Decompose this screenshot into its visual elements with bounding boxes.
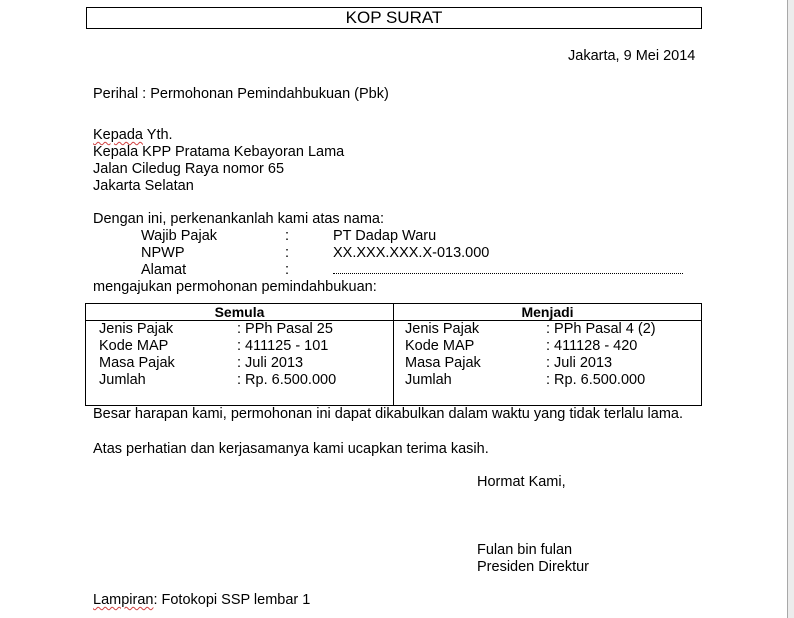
- table-column-rule: [393, 304, 394, 405]
- semula-value: : Rp. 6.500.000: [237, 372, 337, 388]
- menjadi-label: Jumlah: [405, 372, 452, 388]
- attachment-line: [93, 592, 310, 609]
- alamat-blank-line: [333, 273, 683, 274]
- letter-date: Jakarta, 9 Mei 2014: [568, 48, 696, 64]
- subject-line: Perihal : Permohonan Pemindahbukuan (Pbk): [93, 86, 389, 102]
- signature-salutation: Hormat Kami,: [477, 474, 566, 490]
- field-separator: :: [285, 262, 290, 278]
- menjadi-label: Kode MAP: [405, 338, 475, 354]
- thanks-paragraph: Atas perhatian dan kerjasamanya kami ucapkan terima kasih.: [93, 441, 489, 457]
- spell-flag-kepada[interactable]: Kepada: [93, 127, 143, 143]
- recipient-greeting: [93, 127, 173, 144]
- field-separator: :: [285, 245, 290, 261]
- field-value-wajib-pajak: PT Dadap Waru: [333, 228, 437, 244]
- table-header-semula: Semula: [214, 304, 265, 320]
- table-header-menjadi: Menjadi: [521, 304, 574, 320]
- recipient-line: Jakarta Selatan: [93, 178, 194, 194]
- semula-value: : PPh Pasal 25: [237, 321, 333, 337]
- pbk-table: [85, 303, 702, 406]
- intro-line: Dengan ini, perkenankanlah kami atas nama:: [93, 211, 384, 227]
- menjadi-value: : PPh Pasal 4 (2): [546, 321, 656, 337]
- menjadi-value: : Juli 2013: [546, 355, 613, 371]
- field-label-wajib-pajak: Wajib Pajak: [141, 228, 218, 244]
- semula-value: : Juli 2013: [237, 355, 304, 371]
- menjadi-label: Jenis Pajak: [405, 321, 480, 337]
- menjadi-label: Masa Pajak: [405, 355, 481, 371]
- semula-label: Jenis Pajak: [99, 321, 174, 337]
- field-separator: :: [285, 228, 290, 244]
- semula-value: : 411125 - 101: [237, 338, 329, 354]
- semula-label: Kode MAP: [99, 338, 169, 354]
- page-margin-shade: [788, 0, 794, 618]
- attachment-text: : Fotokopi SSP lembar 1: [153, 592, 311, 608]
- request-line: mengajukan permohonan pemindahbukuan:: [93, 279, 377, 295]
- field-value-npwp: XX.XXX.XXX.X-013.000: [333, 245, 490, 261]
- semula-label: Masa Pajak: [99, 355, 175, 371]
- greeting-rest: Yth.: [143, 127, 173, 143]
- closing-paragraph: Besar harapan kami, permohonan ini dapat dikabulkan dalam waktu yang tidak terlalu lama.: [93, 406, 684, 422]
- field-label-npwp: NPWP: [141, 245, 185, 261]
- semula-label: Jumlah: [99, 372, 146, 388]
- letterhead-box: KOP SURAT: [86, 7, 702, 29]
- recipient-line: Kepala KPP Pratama Kebayoran Lama: [93, 144, 345, 160]
- signer-name: Fulan bin fulan: [477, 542, 573, 558]
- signer-title: Presiden Direktur: [477, 559, 590, 575]
- menjadi-value: : 411128 - 420: [546, 338, 638, 354]
- field-label-alamat: Alamat: [141, 262, 187, 278]
- spell-flag-lampiran[interactable]: Lampiran: [93, 592, 154, 608]
- menjadi-value: : Rp. 6.500.000: [546, 372, 646, 388]
- recipient-line: Jalan Ciledug Raya nomor 65: [93, 161, 285, 177]
